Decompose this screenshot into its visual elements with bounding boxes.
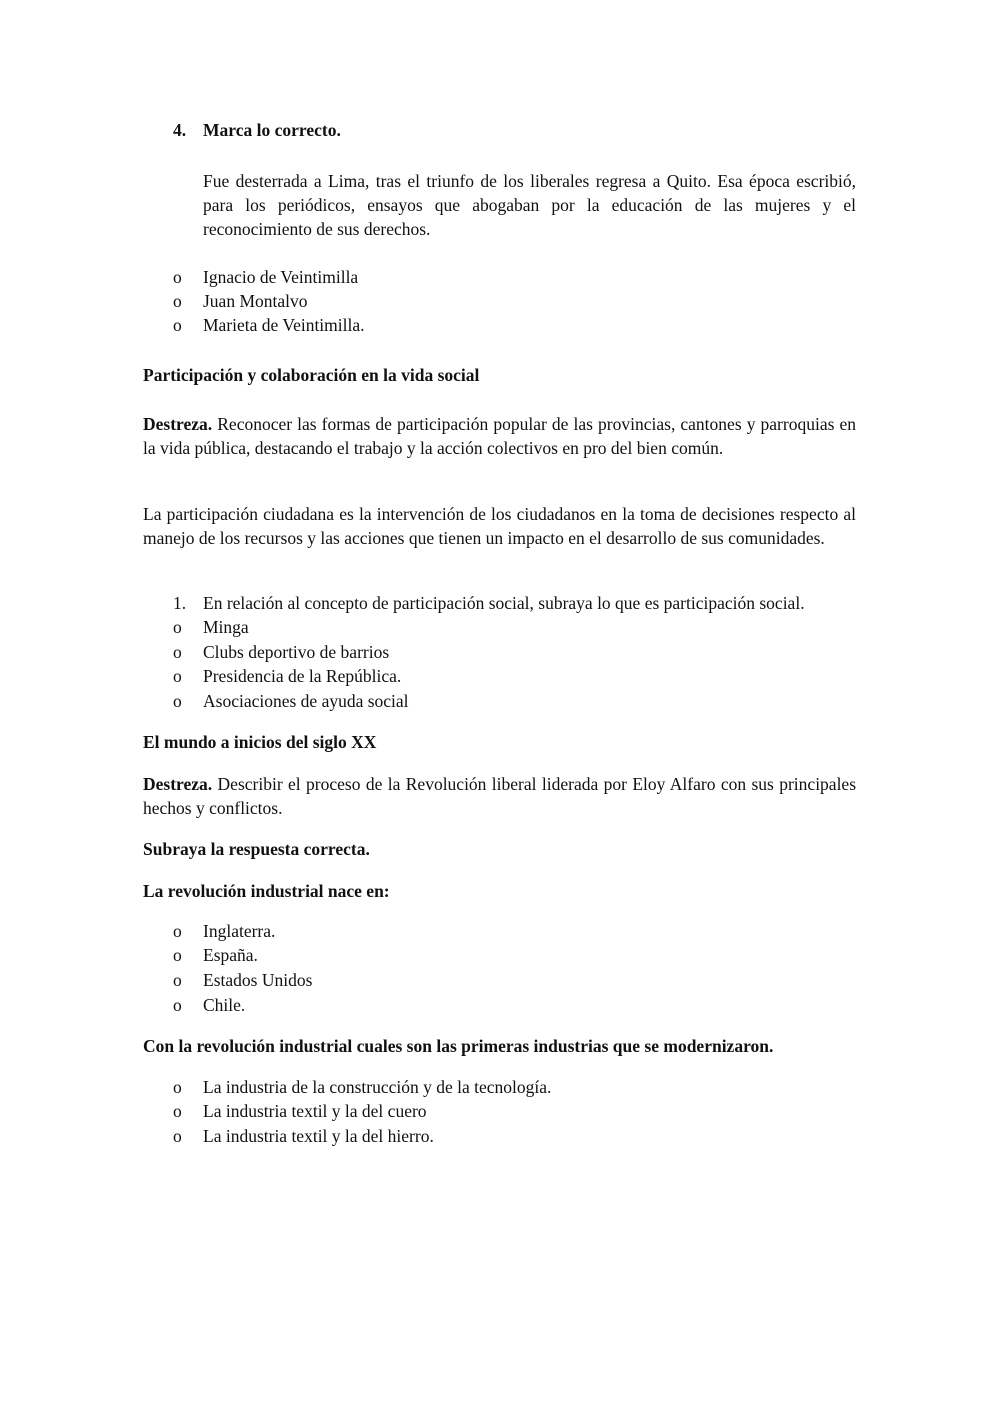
skill-text: Describir el proceso de la Revolución liberal liderada por Eloy Alfaro con sus principales hechos y conflictos. [143, 774, 857, 818]
option-label: Estados Unidos [203, 970, 313, 990]
skill-text: Reconocer las formas de participación popular de las provincias, cantones y parroquias en la vida pública, destacando el trabajo y la acción colectivos en pro del bien común. [143, 414, 857, 458]
option-label: Clubs deportivo de barrios [203, 642, 390, 662]
circle-bullet-icon: o [173, 945, 182, 965]
option-label: Marieta de Veintimilla. [203, 315, 365, 335]
circle-bullet-icon: o [173, 666, 182, 686]
circle-bullet-icon: o [173, 921, 182, 941]
instruction: Subraya la respuesta correcta. [143, 839, 370, 859]
circle-bullet-icon: o [173, 970, 182, 990]
circle-bullet-icon: o [173, 691, 182, 711]
intro-paragraph: La participación ciudadana es la intervención de los ciudadanos en la toma de decisiones respecto al manejo de los recursos y las acciones que tienen un impacto en el desarrollo de sus comunidades. [143, 504, 856, 548]
question-title: Marca lo correcto. [203, 120, 341, 140]
option-label: Juan Montalvo [203, 291, 308, 311]
circle-bullet-icon: o [173, 1101, 182, 1121]
skill-label: Destreza. [143, 414, 213, 434]
circle-bullet-icon: o [173, 315, 182, 335]
question-text: Con la revolución industrial cuales son las primeras industrias que se modernizaron. [143, 1036, 774, 1056]
circle-bullet-icon: o [173, 1077, 182, 1097]
skill-paragraph [143, 412, 856, 460]
skill-paragraph [143, 772, 856, 820]
question-text: En relación al concepto de participación social, subraya lo que es participación social. [203, 593, 805, 613]
option-label: Asociaciones de ayuda social [203, 691, 409, 711]
question-text: La revolución industrial nace en: [143, 881, 390, 901]
question-number: 4. [173, 120, 187, 140]
circle-bullet-icon: o [173, 995, 182, 1015]
option-label: La industria textil y la del hierro. [203, 1126, 434, 1146]
question-number: 1. [173, 593, 187, 613]
option-label: Chile. [203, 995, 246, 1015]
circle-bullet-icon: o [173, 1126, 182, 1146]
circle-bullet-icon: o [173, 617, 182, 637]
option-label: La industria textil y la del cuero [203, 1101, 427, 1121]
option-label: La industria de la construcción y de la tecnología. [203, 1077, 552, 1097]
option-label: Presidencia de la República. [203, 666, 402, 686]
option-label: Minga [203, 617, 249, 637]
circle-bullet-icon: o [173, 267, 182, 287]
circle-bullet-icon: o [173, 291, 182, 311]
question-4-paragraph: Fue desterrada a Lima, tras el triunfo de los liberales regresa a Quito. Esa época escribió, para los periódicos, ensayos que abogaban por la educación de las mujeres y el reconocimiento de sus derechos. [203, 171, 856, 239]
section-heading: Participación y colaboración en la vida social [143, 365, 480, 385]
option-label: Ignacio de Veintimilla [203, 267, 359, 287]
option-label: Inglaterra. [203, 921, 276, 941]
circle-bullet-icon: o [173, 642, 182, 662]
section-heading: El mundo a inicios del siglo XX [143, 732, 377, 752]
skill-label: Destreza. [143, 774, 213, 794]
option-label: España. [203, 945, 258, 965]
